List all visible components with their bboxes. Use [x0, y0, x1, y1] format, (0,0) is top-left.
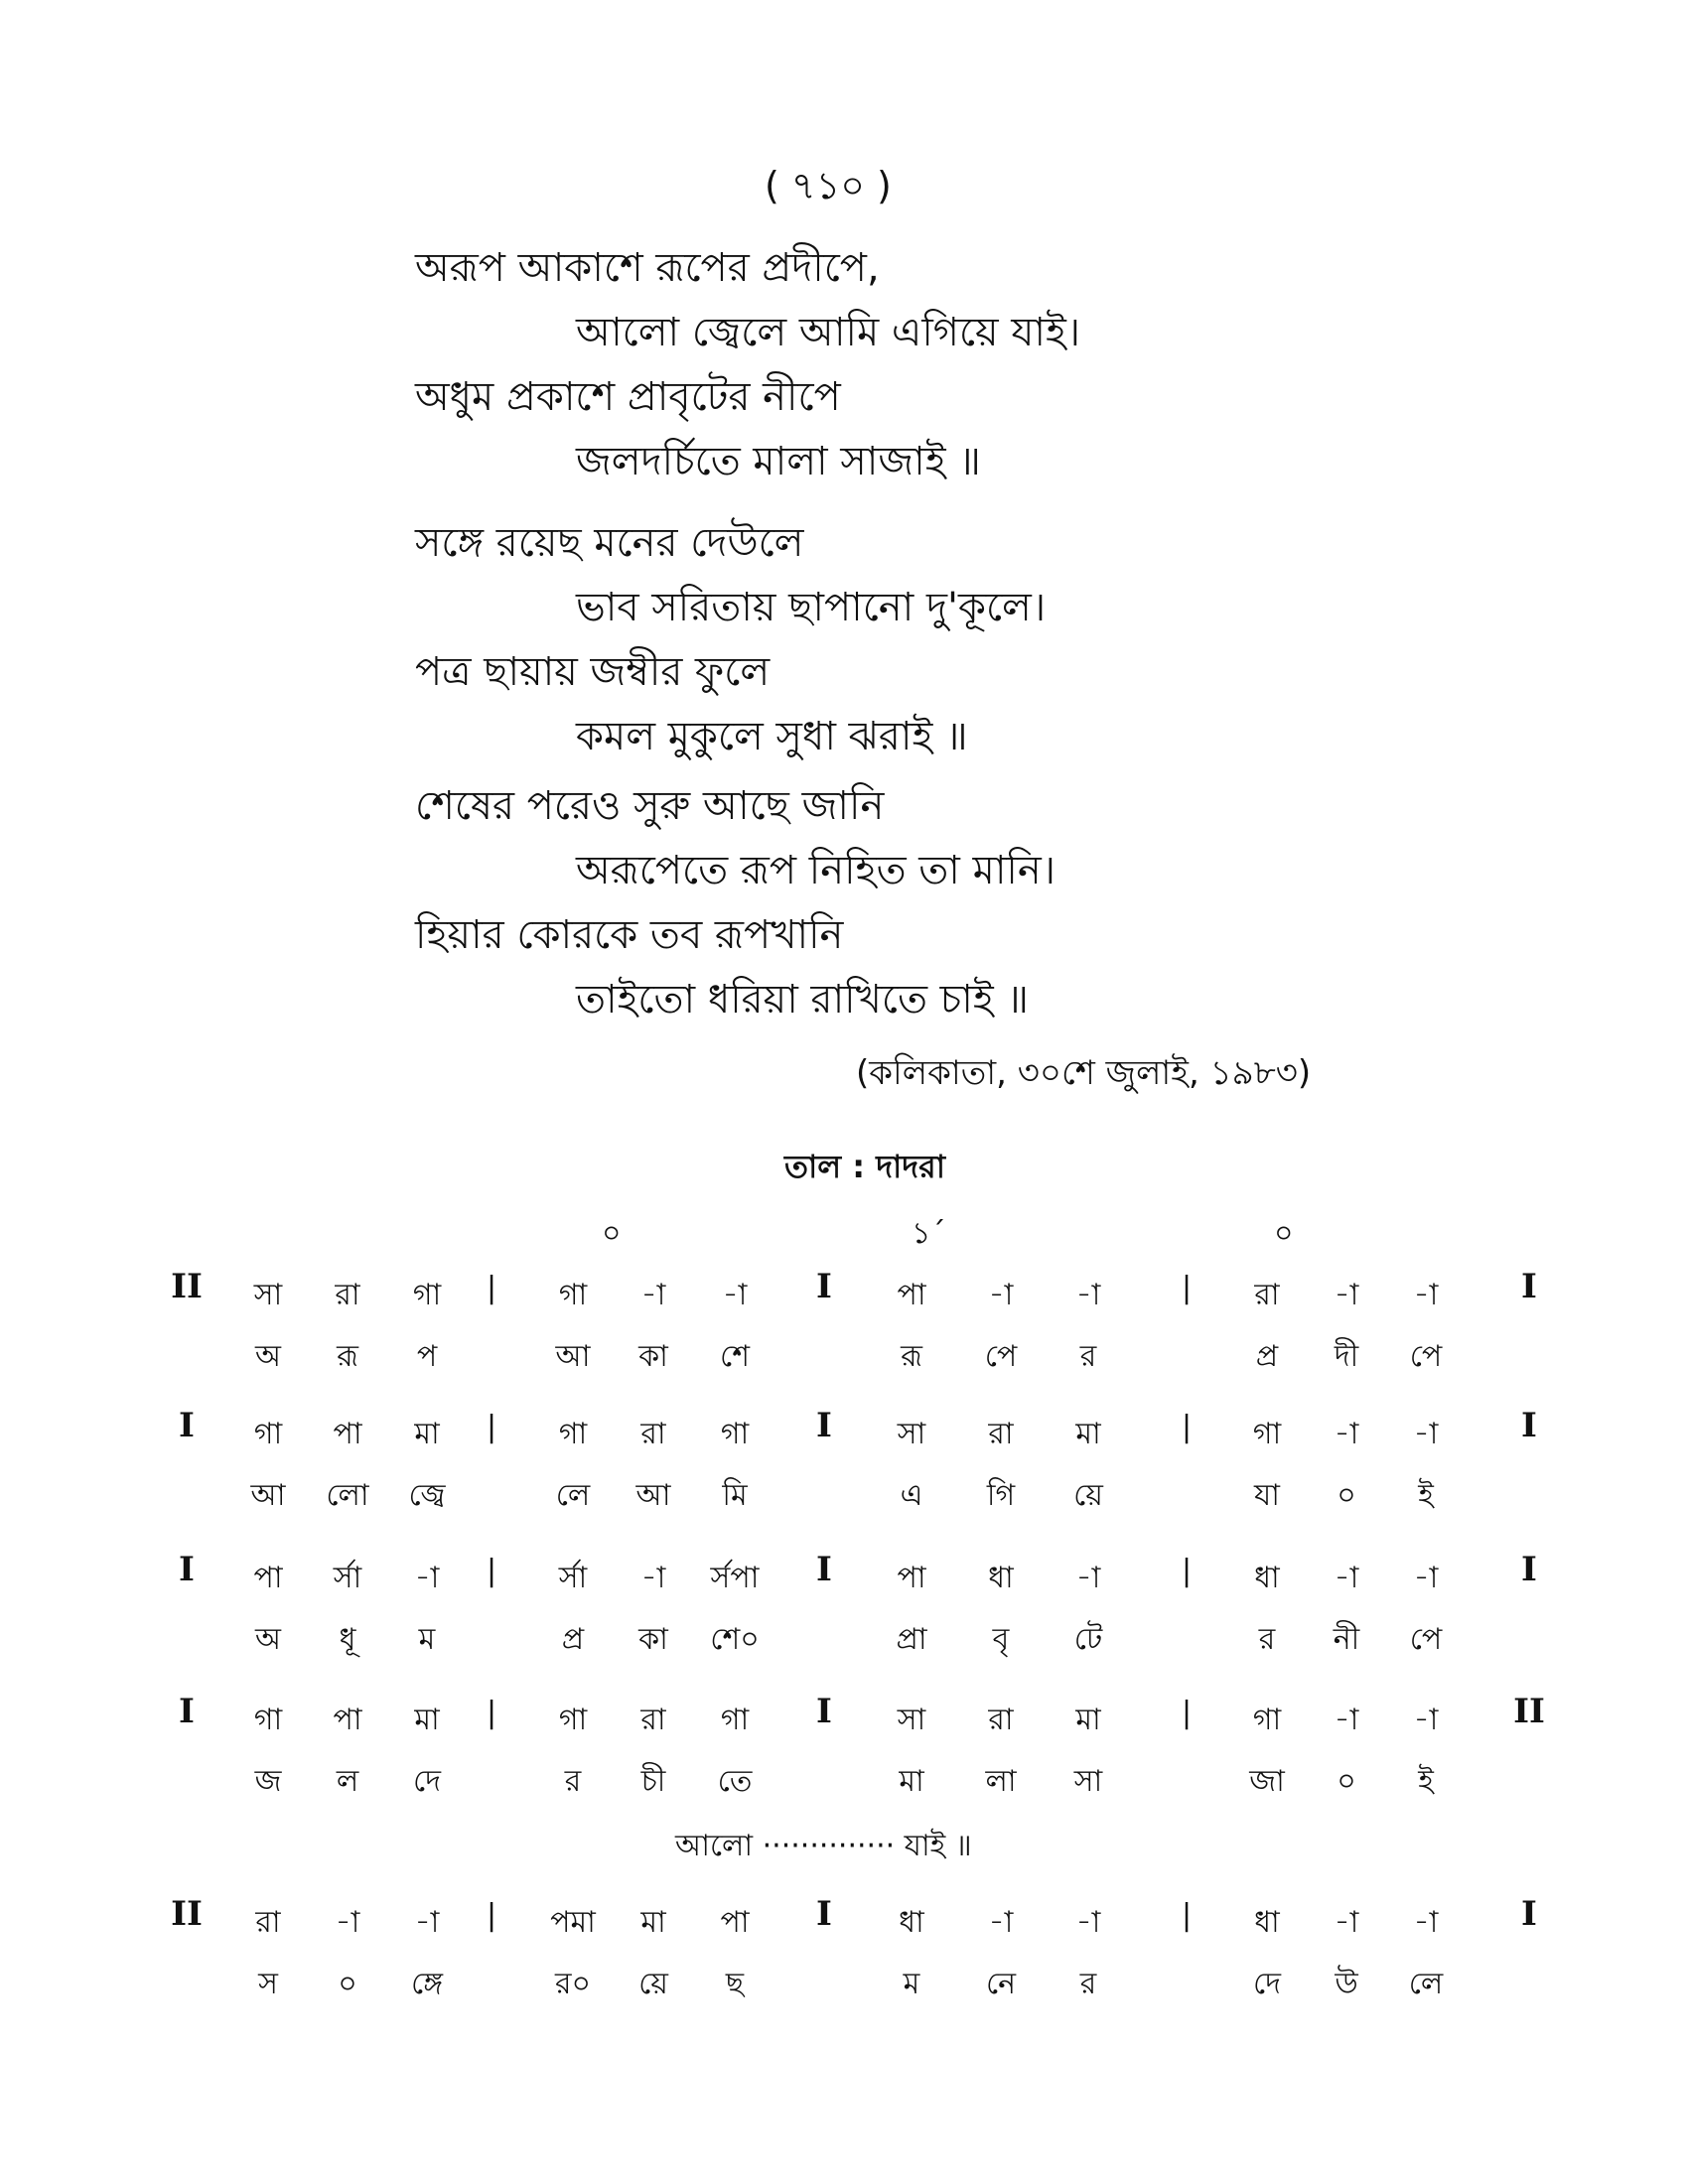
- bar-line-end: I: [1521, 1550, 1537, 1589]
- lyric-syllable: র: [1258, 1622, 1276, 1657]
- lyric-syllable: লে: [555, 1478, 591, 1513]
- swara-note: গা: [253, 1417, 283, 1451]
- swara-note: গা: [253, 1703, 283, 1737]
- swara-note: -া: [1075, 1561, 1101, 1595]
- bar-line-mid: I: [816, 1267, 832, 1306]
- bar-line-mid: I: [816, 1406, 832, 1445]
- bar-line-start: II: [171, 1267, 203, 1306]
- bar-line-start: I: [179, 1692, 195, 1731]
- lyric-line: ভাব সরিতায় ছাপানো দু'কূলে।: [576, 585, 1047, 630]
- lyric-syllable: ল: [336, 1764, 359, 1799]
- swara-note: রা: [640, 1417, 666, 1451]
- lyric-syllable: শে: [720, 1339, 750, 1374]
- lyric-syllable: যা: [1254, 1478, 1280, 1513]
- beat-marker: ১ˊ: [912, 1216, 946, 1251]
- swara-note: -া: [414, 1905, 440, 1940]
- lyric-syllable: পে: [1409, 1622, 1443, 1657]
- lyric-line: অধুম প্রকাশে প্রাবৃটের নীপে: [415, 374, 841, 420]
- lyric-syllable: প্র: [561, 1622, 585, 1657]
- lyric-syllable: প্রা: [896, 1622, 927, 1657]
- swara-note: রা: [335, 1278, 360, 1312]
- bar-line-start: II: [171, 1894, 203, 1934]
- swara-note: র্সা: [558, 1561, 588, 1595]
- bar-line-end: I: [1521, 1406, 1537, 1445]
- beat-separator: |: [486, 1554, 497, 1588]
- lyric-line: অরূপেতে রূপ নিহিত তা মানি।: [576, 848, 1056, 893]
- swara-note: -া: [1413, 1561, 1439, 1595]
- lyric-syllable: ০: [338, 1967, 357, 2001]
- lyric-syllable: অ: [255, 1339, 281, 1374]
- swara-note: গা: [558, 1417, 588, 1451]
- swara-note: রা: [1254, 1278, 1280, 1312]
- lyric-syllable: প্র: [1255, 1339, 1279, 1374]
- swara-note: পা: [253, 1561, 283, 1595]
- beat-separator: |: [486, 1696, 497, 1730]
- swara-note: -া: [1413, 1417, 1439, 1451]
- lyric-syllable: সা: [1073, 1764, 1103, 1799]
- swara-note: ধা: [1254, 1905, 1280, 1940]
- swara-note: রা: [255, 1905, 281, 1940]
- swara-note: -া: [988, 1278, 1014, 1312]
- swara-note: র্সা: [333, 1561, 362, 1595]
- swara-note: পা: [897, 1278, 926, 1312]
- lyric-syllable: টে: [1073, 1622, 1103, 1657]
- lyric-syllable: বৃ: [992, 1622, 1010, 1657]
- lyric-syllable: দে: [413, 1764, 441, 1799]
- lyric-syllable: লা: [985, 1764, 1017, 1799]
- lyric-syllable: জ্বে: [408, 1478, 446, 1513]
- lyric-line: জলদর্চিতে মালা সাজাই ॥: [576, 439, 981, 484]
- swara-note: -া: [1334, 1278, 1359, 1312]
- lyric-syllable: উ: [1335, 1967, 1358, 2001]
- swara-note: -া: [988, 1905, 1014, 1940]
- swara-note: গা: [1252, 1417, 1282, 1451]
- lyric-syllable: লে: [1408, 1967, 1444, 2001]
- lyric-syllable: ই: [1418, 1478, 1434, 1513]
- swara-note: -া: [414, 1561, 440, 1595]
- lyric-syllable: নী: [1333, 1622, 1360, 1657]
- swara-note: মা: [414, 1703, 440, 1737]
- bar-line-mid: I: [816, 1894, 832, 1934]
- swara-note: মা: [414, 1417, 440, 1451]
- tala-heading: তাল : দাদরা: [784, 1148, 945, 1185]
- lyric-syllable: র: [564, 1764, 582, 1799]
- lyric-syllable: গি: [986, 1478, 1016, 1513]
- lyric-line: শেষের পরেও সুরু আছে জানি: [415, 783, 885, 829]
- swara-note: -া: [722, 1278, 748, 1312]
- lyric-syllable: ই: [1418, 1764, 1434, 1799]
- swara-note: সা: [253, 1278, 283, 1312]
- swara-note: রা: [640, 1703, 666, 1737]
- swara-note: মা: [640, 1905, 666, 1940]
- swara-note: -া: [1413, 1703, 1439, 1737]
- lyric-syllable: কা: [638, 1622, 668, 1657]
- lyric-syllable: আ: [555, 1339, 591, 1374]
- bar-line-start: I: [179, 1550, 195, 1589]
- swara-note: গা: [558, 1278, 588, 1312]
- lyric-syllable: মি: [722, 1478, 748, 1513]
- swara-note: ধা: [988, 1561, 1014, 1595]
- swara-note: মা: [1075, 1417, 1101, 1451]
- swara-note: সা: [897, 1417, 926, 1451]
- beat-separator: |: [1181, 1410, 1193, 1444]
- lyric-syllable: রূ: [337, 1339, 358, 1374]
- swara-note: -া: [1334, 1703, 1359, 1737]
- beat-marker: ০: [1274, 1216, 1294, 1251]
- lyric-syllable: ধূ: [339, 1622, 356, 1657]
- lyric-syllable: ০: [1336, 1478, 1356, 1513]
- lyric-syllable: রূ: [901, 1339, 922, 1374]
- beat-separator: |: [486, 1271, 497, 1305]
- swara-note: পা: [333, 1417, 362, 1451]
- lyric-syllable: অ: [255, 1622, 281, 1657]
- lyric-syllable: জা: [1249, 1764, 1285, 1799]
- swara-note: -া: [640, 1278, 666, 1312]
- beat-separator: |: [486, 1898, 497, 1933]
- lyric-line: হিয়ার কোরকে তব রূপখানি: [415, 912, 844, 958]
- swara-note: -া: [1413, 1278, 1439, 1312]
- lyric-syllable: নে: [985, 1967, 1017, 2001]
- lyric-syllable: আ: [250, 1478, 286, 1513]
- swara-note: পা: [897, 1561, 926, 1595]
- lyric-syllable: ম: [903, 1967, 920, 2001]
- lyric-syllable: ম: [418, 1622, 436, 1657]
- swara-note: -া: [1075, 1278, 1101, 1312]
- swara-note: ধা: [899, 1905, 924, 1940]
- lyric-syllable: চী: [640, 1764, 666, 1799]
- swara-note: পমা: [550, 1905, 596, 1940]
- beat-separator: |: [1181, 1696, 1193, 1730]
- lyric-syllable: দী: [1334, 1339, 1359, 1374]
- swara-note: পা: [720, 1905, 750, 1940]
- lyric-line: কমল মুকুলে সুধা ঝরাই ॥: [576, 714, 968, 759]
- lyric-line: সঙ্গে রয়েছ মনের দেউলে: [415, 520, 804, 566]
- swara-note: গা: [1252, 1703, 1282, 1737]
- swara-note: -া: [1413, 1905, 1439, 1940]
- beat-separator: |: [1181, 1554, 1193, 1588]
- swara-note: ধা: [1254, 1561, 1280, 1595]
- bar-line-end: I: [1521, 1894, 1537, 1934]
- swara-note: গা: [720, 1417, 750, 1451]
- swara-note: র্সপা: [710, 1561, 760, 1595]
- swara-note: -া: [1334, 1561, 1359, 1595]
- lyric-syllable: আ: [635, 1478, 671, 1513]
- lyric-syllable: প: [416, 1339, 438, 1374]
- bar-line-mid: I: [816, 1550, 832, 1589]
- lyric-syllable: তে: [717, 1764, 753, 1799]
- refrain-reference: আলো ·············· যাই ॥: [675, 1829, 972, 1863]
- swara-note: গা: [720, 1703, 750, 1737]
- lyric-line: অরূপ আকাশে রূপের প্রদীপে,: [415, 245, 880, 291]
- lyric-syllable: য়ে: [638, 1967, 668, 2001]
- swara-note: -া: [1334, 1905, 1359, 1940]
- lyric-line: পত্র ছায়ায় জম্বীর ফুলে: [415, 649, 771, 695]
- beat-separator: |: [486, 1410, 497, 1444]
- swara-note: রা: [988, 1703, 1014, 1737]
- lyric-syllable: লো: [326, 1478, 369, 1513]
- lyric-syllable: শে০: [710, 1622, 760, 1657]
- bar-line-mid: I: [816, 1692, 832, 1731]
- swara-note: সা: [897, 1703, 926, 1737]
- bar-line-start: I: [179, 1406, 195, 1445]
- swara-note: -া: [1334, 1417, 1359, 1451]
- lyric-line: আলো জ্বেলে আমি এগিয়ে যাই।: [576, 310, 1081, 355]
- lyric-syllable: জ: [254, 1764, 282, 1799]
- lyric-line: তাইতো ধরিয়া রাখিতে চাই ॥: [576, 977, 1030, 1023]
- lyric-syllable: এ: [900, 1478, 923, 1513]
- page-number: ( ৭১০ ): [765, 164, 892, 207]
- swara-note: গা: [558, 1703, 588, 1737]
- swara-note: রা: [988, 1417, 1014, 1451]
- swara-note: -া: [640, 1561, 666, 1595]
- swara-note: পা: [333, 1703, 362, 1737]
- lyric-syllable: কা: [638, 1339, 668, 1374]
- lyric-syllable: পে: [1409, 1339, 1443, 1374]
- beat-separator: |: [1181, 1898, 1193, 1933]
- beat-marker: ০: [602, 1216, 622, 1251]
- swara-note: গা: [412, 1278, 442, 1312]
- lyric-syllable: র: [1079, 1967, 1097, 2001]
- lyric-syllable: ছ: [725, 1967, 745, 2001]
- lyric-syllable: ০: [1336, 1764, 1356, 1799]
- lyric-syllable: মা: [899, 1764, 924, 1799]
- lyric-syllable: র০: [554, 1967, 592, 2001]
- place-date: (কলিকাতা, ৩০শে জুলাই, ১৯৮৩): [856, 1053, 1312, 1093]
- swara-note: -া: [335, 1905, 360, 1940]
- swara-note: -া: [1075, 1905, 1101, 1940]
- lyric-syllable: পে: [984, 1339, 1018, 1374]
- beat-separator: |: [1181, 1271, 1193, 1305]
- bar-line-end: I: [1521, 1267, 1537, 1306]
- lyric-syllable: য়ে: [1073, 1478, 1103, 1513]
- lyric-syllable: স: [258, 1967, 278, 2001]
- bar-line-end: II: [1513, 1692, 1545, 1731]
- lyric-syllable: দে: [1253, 1967, 1281, 2001]
- lyric-syllable: র: [1079, 1339, 1097, 1374]
- swara-note: মা: [1075, 1703, 1101, 1737]
- lyric-syllable: ঙ্গে: [410, 1967, 444, 2001]
